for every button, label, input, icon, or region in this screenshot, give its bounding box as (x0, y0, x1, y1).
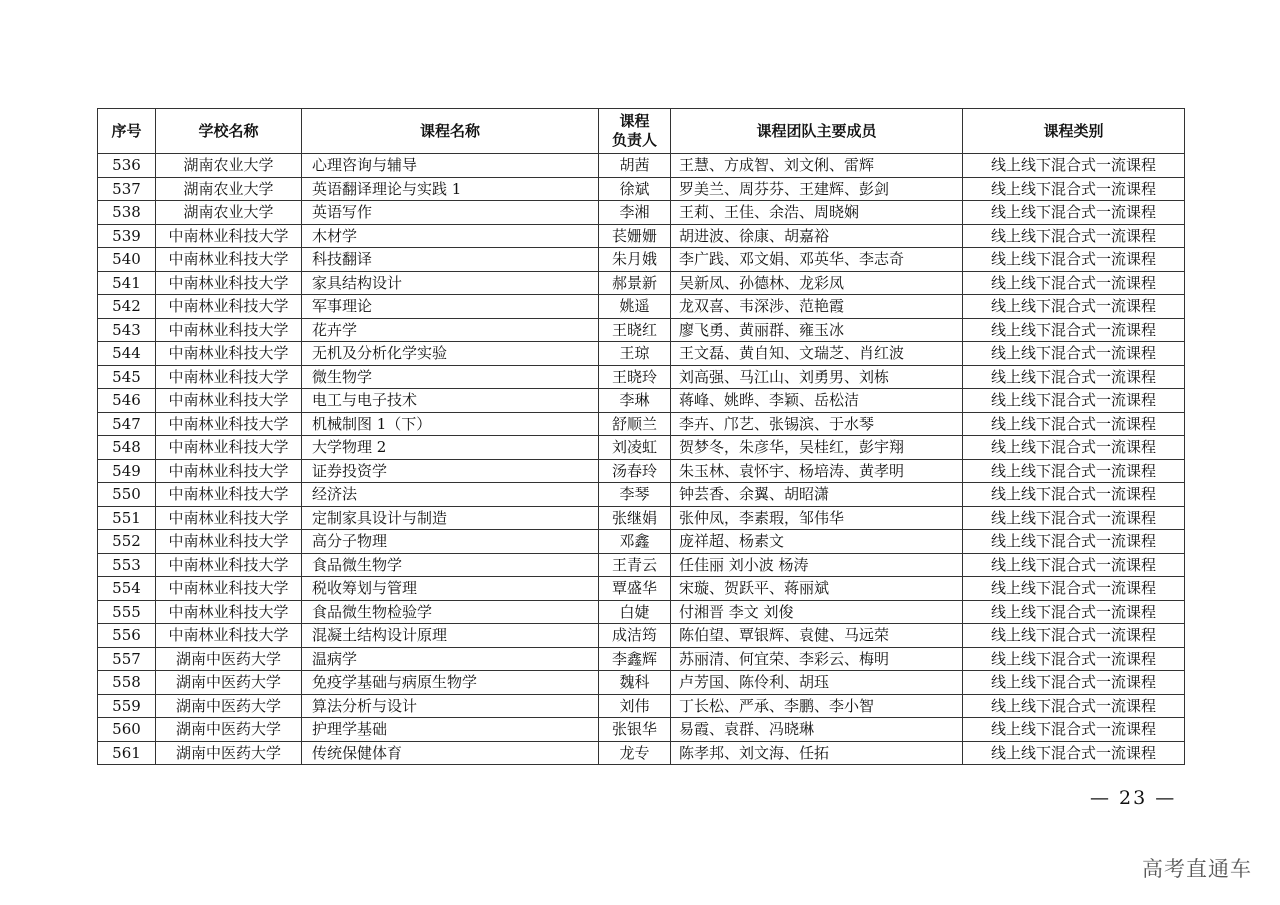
cell-school: 中南林业科技大学 (156, 318, 302, 342)
cell-no: 542 (98, 295, 156, 319)
cell-school: 中南林业科技大学 (156, 295, 302, 319)
cell-team: 罗美兰、周芬芬、王建辉、彭剑 (671, 177, 963, 201)
table-row (98, 271, 1185, 295)
table-row (98, 248, 1185, 272)
cell-school: 中南林业科技大学 (156, 342, 302, 366)
cell-school: 中南林业科技大学 (156, 506, 302, 530)
cell-no: 553 (98, 553, 156, 577)
cell-type: 线上线下混合式一流课程 (963, 436, 1185, 460)
table-row (98, 342, 1185, 366)
cell-team: 付湘晋 李文 刘俊 (671, 600, 963, 624)
page-number: — 23 — (1090, 787, 1177, 809)
cell-course: 税收筹划与管理 (302, 577, 599, 601)
cell-school: 中南林业科技大学 (156, 365, 302, 389)
cell-team: 卢芳国、陈伶利、胡珏 (671, 671, 963, 695)
cell-course: 温病学 (302, 647, 599, 671)
cell-team: 廖飞勇、黄丽群、雍玉冰 (671, 318, 963, 342)
cell-team: 庞祥超、杨素文 (671, 530, 963, 554)
cell-team: 王莉、王佳、余浩、周晓娴 (671, 201, 963, 225)
cell-team: 张仲凤，李素瑕，邹伟华 (671, 506, 963, 530)
cell-school: 湖南中医药大学 (156, 718, 302, 742)
cell-lead: 张银华 (599, 718, 671, 742)
cell-lead: 苌姗姗 (599, 224, 671, 248)
cell-no: 545 (98, 365, 156, 389)
table-row (98, 718, 1185, 742)
header-course: 课程名称 (302, 109, 599, 154)
cell-team: 陈伯望、覃银辉、袁健、马远荣 (671, 624, 963, 648)
cell-course: 免疫学基础与病原生物学 (302, 671, 599, 695)
cell-lead: 李琳 (599, 389, 671, 413)
cell-school: 中南林业科技大学 (156, 624, 302, 648)
cell-type: 线上线下混合式一流课程 (963, 201, 1185, 225)
cell-team: 贺梦冬，朱彦华，吴桂红，彭宇翔 (671, 436, 963, 460)
table-row (98, 224, 1185, 248)
table-row (98, 530, 1185, 554)
header-type: 课程类别 (963, 109, 1185, 154)
cell-course: 军事理论 (302, 295, 599, 319)
cell-school: 中南林业科技大学 (156, 530, 302, 554)
cell-school: 湖南中医药大学 (156, 671, 302, 695)
cell-school: 湖南中医药大学 (156, 647, 302, 671)
cell-school: 中南林业科技大学 (156, 389, 302, 413)
cell-team: 丁长松、严承、李鹏、李小智 (671, 694, 963, 718)
cell-team: 龙双喜、韦深涉、范艳霞 (671, 295, 963, 319)
cell-no: 543 (98, 318, 156, 342)
table-row (98, 201, 1185, 225)
cell-type: 线上线下混合式一流课程 (963, 671, 1185, 695)
cell-school: 湖南农业大学 (156, 177, 302, 201)
table-row (98, 318, 1185, 342)
cell-course: 无机及分析化学实验 (302, 342, 599, 366)
cell-type: 线上线下混合式一流课程 (963, 624, 1185, 648)
cell-type: 线上线下混合式一流课程 (963, 577, 1185, 601)
cell-lead: 李琴 (599, 483, 671, 507)
cell-course: 经济法 (302, 483, 599, 507)
cell-lead: 白婕 (599, 600, 671, 624)
table-row (98, 741, 1185, 765)
cell-course: 木材学 (302, 224, 599, 248)
cell-team: 刘高强、马江山、刘勇男、刘栋 (671, 365, 963, 389)
header-no: 序号 (98, 109, 156, 154)
cell-team: 吴新凤、孙德林、龙彩凤 (671, 271, 963, 295)
cell-no: 560 (98, 718, 156, 742)
header-lead (599, 109, 671, 154)
cell-team: 胡进波、徐康、胡嘉裕 (671, 224, 963, 248)
cell-course: 微生物学 (302, 365, 599, 389)
cell-type: 线上线下混合式一流课程 (963, 459, 1185, 483)
cell-course: 证券投资学 (302, 459, 599, 483)
cell-no: 544 (98, 342, 156, 366)
cell-course: 英语写作 (302, 201, 599, 225)
cell-course: 定制家具设计与制造 (302, 506, 599, 530)
table-row (98, 459, 1185, 483)
cell-no: 555 (98, 600, 156, 624)
cell-no: 551 (98, 506, 156, 530)
cell-school: 湖南农业大学 (156, 201, 302, 225)
cell-no: 556 (98, 624, 156, 648)
table-row (98, 506, 1185, 530)
cell-school: 湖南中医药大学 (156, 694, 302, 718)
table-row (98, 577, 1185, 601)
cell-lead: 朱月娥 (599, 248, 671, 272)
cell-lead: 成洁筠 (599, 624, 671, 648)
cell-no: 541 (98, 271, 156, 295)
cell-lead: 汤春玲 (599, 459, 671, 483)
cell-lead: 李鑫辉 (599, 647, 671, 671)
cell-no: 540 (98, 248, 156, 272)
cell-course: 护理学基础 (302, 718, 599, 742)
cell-course: 机械制图 1（下） (302, 412, 599, 436)
cell-type: 线上线下混合式一流课程 (963, 318, 1185, 342)
cell-type: 线上线下混合式一流课程 (963, 694, 1185, 718)
cell-type: 线上线下混合式一流课程 (963, 389, 1185, 413)
cell-course: 食品微生物检验学 (302, 600, 599, 624)
table-row (98, 553, 1185, 577)
table-row (98, 154, 1185, 178)
cell-school: 中南林业科技大学 (156, 271, 302, 295)
cell-course: 传统保健体育 (302, 741, 599, 765)
cell-type: 线上线下混合式一流课程 (963, 506, 1185, 530)
table-row (98, 600, 1185, 624)
cell-team: 王文磊、黄自知、文瑞芝、肖红波 (671, 342, 963, 366)
cell-type: 线上线下混合式一流课程 (963, 483, 1185, 507)
cell-no: 547 (98, 412, 156, 436)
cell-lead: 胡茜 (599, 154, 671, 178)
cell-school: 湖南农业大学 (156, 154, 302, 178)
cell-team: 朱玉林、袁怀宇、杨培涛、黄孝明 (671, 459, 963, 483)
header-team: 课程团队主要成员 (671, 109, 963, 154)
cell-lead: 王青云 (599, 553, 671, 577)
cell-school: 中南林业科技大学 (156, 248, 302, 272)
cell-type: 线上线下混合式一流课程 (963, 271, 1185, 295)
cell-lead: 舒顺兰 (599, 412, 671, 436)
cell-lead: 张继娟 (599, 506, 671, 530)
table-row (98, 295, 1185, 319)
cell-type: 线上线下混合式一流课程 (963, 248, 1185, 272)
cell-type: 线上线下混合式一流课程 (963, 553, 1185, 577)
cell-team: 钟芸香、余翼、胡昭潇 (671, 483, 963, 507)
cell-no: 552 (98, 530, 156, 554)
table-row (98, 671, 1185, 695)
cell-course: 算法分析与设计 (302, 694, 599, 718)
table-header-row (98, 109, 1185, 154)
cell-type: 线上线下混合式一流课程 (963, 412, 1185, 436)
cell-school: 中南林业科技大学 (156, 600, 302, 624)
cell-type: 线上线下混合式一流课程 (963, 600, 1185, 624)
cell-course: 大学物理 2 (302, 436, 599, 460)
cell-team: 蒋峰、姚晔、李颖、岳松洁 (671, 389, 963, 413)
table-row (98, 412, 1185, 436)
cell-type: 线上线下混合式一流课程 (963, 177, 1185, 201)
cell-team: 王慧、方成智、刘文俐、雷辉 (671, 154, 963, 178)
cell-no: 554 (98, 577, 156, 601)
cell-team: 任佳丽 刘小波 杨涛 (671, 553, 963, 577)
header-school: 学校名称 (156, 109, 302, 154)
cell-course: 科技翻译 (302, 248, 599, 272)
cell-no: 550 (98, 483, 156, 507)
cell-type: 线上线下混合式一流课程 (963, 342, 1185, 366)
cell-lead: 魏科 (599, 671, 671, 695)
cell-school: 中南林业科技大学 (156, 224, 302, 248)
cell-team: 李卉、邝艺、张锡滨、于水琴 (671, 412, 963, 436)
cell-lead: 王晓红 (599, 318, 671, 342)
cell-lead: 龙专 (599, 741, 671, 765)
cell-school: 中南林业科技大学 (156, 412, 302, 436)
cell-type: 线上线下混合式一流课程 (963, 741, 1185, 765)
cell-course: 心理咨询与辅导 (302, 154, 599, 178)
cell-no: 561 (98, 741, 156, 765)
cell-course: 电工与电子技术 (302, 389, 599, 413)
table-row (98, 365, 1185, 389)
cell-lead: 郝景新 (599, 271, 671, 295)
cell-no: 557 (98, 647, 156, 671)
header-lead-line1: 课程 (619, 112, 650, 130)
cell-team: 陈孝邦、刘文海、任拓 (671, 741, 963, 765)
cell-lead: 邓鑫 (599, 530, 671, 554)
cell-no: 536 (98, 154, 156, 178)
cell-team: 苏丽清、何宜荣、李彩云、梅明 (671, 647, 963, 671)
cell-no: 559 (98, 694, 156, 718)
cell-school: 中南林业科技大学 (156, 436, 302, 460)
cell-course: 高分子物理 (302, 530, 599, 554)
course-table (97, 108, 1185, 765)
cell-course: 家具结构设计 (302, 271, 599, 295)
cell-type: 线上线下混合式一流课程 (963, 530, 1185, 554)
cell-lead: 刘伟 (599, 694, 671, 718)
header-lead-line2: 负责人 (611, 131, 657, 149)
table-body (98, 154, 1185, 765)
cell-school: 湖南中医药大学 (156, 741, 302, 765)
table-row (98, 647, 1185, 671)
cell-team: 易霞、袁群、冯晓琳 (671, 718, 963, 742)
cell-school: 中南林业科技大学 (156, 483, 302, 507)
cell-no: 546 (98, 389, 156, 413)
cell-lead: 王琼 (599, 342, 671, 366)
cell-school: 中南林业科技大学 (156, 459, 302, 483)
cell-no: 539 (98, 224, 156, 248)
cell-lead: 刘凌虹 (599, 436, 671, 460)
watermark: 高考直通车 (1142, 857, 1252, 881)
cell-team: 李广践、邓文娟、邓英华、李志奇 (671, 248, 963, 272)
cell-lead: 王晓玲 (599, 365, 671, 389)
cell-no: 549 (98, 459, 156, 483)
table-row (98, 694, 1185, 718)
table-row (98, 483, 1185, 507)
table-row (98, 389, 1185, 413)
cell-no: 548 (98, 436, 156, 460)
table-row (98, 436, 1185, 460)
cell-course: 英语翻译理论与实践 1 (302, 177, 599, 201)
cell-lead: 李湘 (599, 201, 671, 225)
cell-lead: 徐斌 (599, 177, 671, 201)
cell-course: 花卉学 (302, 318, 599, 342)
cell-lead: 覃盛华 (599, 577, 671, 601)
table-row (98, 177, 1185, 201)
cell-course: 混凝土结构设计原理 (302, 624, 599, 648)
cell-no: 537 (98, 177, 156, 201)
cell-type: 线上线下混合式一流课程 (963, 295, 1185, 319)
cell-no: 558 (98, 671, 156, 695)
cell-type: 线上线下混合式一流课程 (963, 365, 1185, 389)
cell-type: 线上线下混合式一流课程 (963, 154, 1185, 178)
cell-no: 538 (98, 201, 156, 225)
cell-team: 宋璇、贺跃平、蒋丽斌 (671, 577, 963, 601)
cell-course: 食品微生物学 (302, 553, 599, 577)
cell-type: 线上线下混合式一流课程 (963, 647, 1185, 671)
cell-lead: 姚遥 (599, 295, 671, 319)
cell-school: 中南林业科技大学 (156, 577, 302, 601)
cell-type: 线上线下混合式一流课程 (963, 718, 1185, 742)
cell-type: 线上线下混合式一流课程 (963, 224, 1185, 248)
table-row (98, 624, 1185, 648)
cell-school: 中南林业科技大学 (156, 553, 302, 577)
